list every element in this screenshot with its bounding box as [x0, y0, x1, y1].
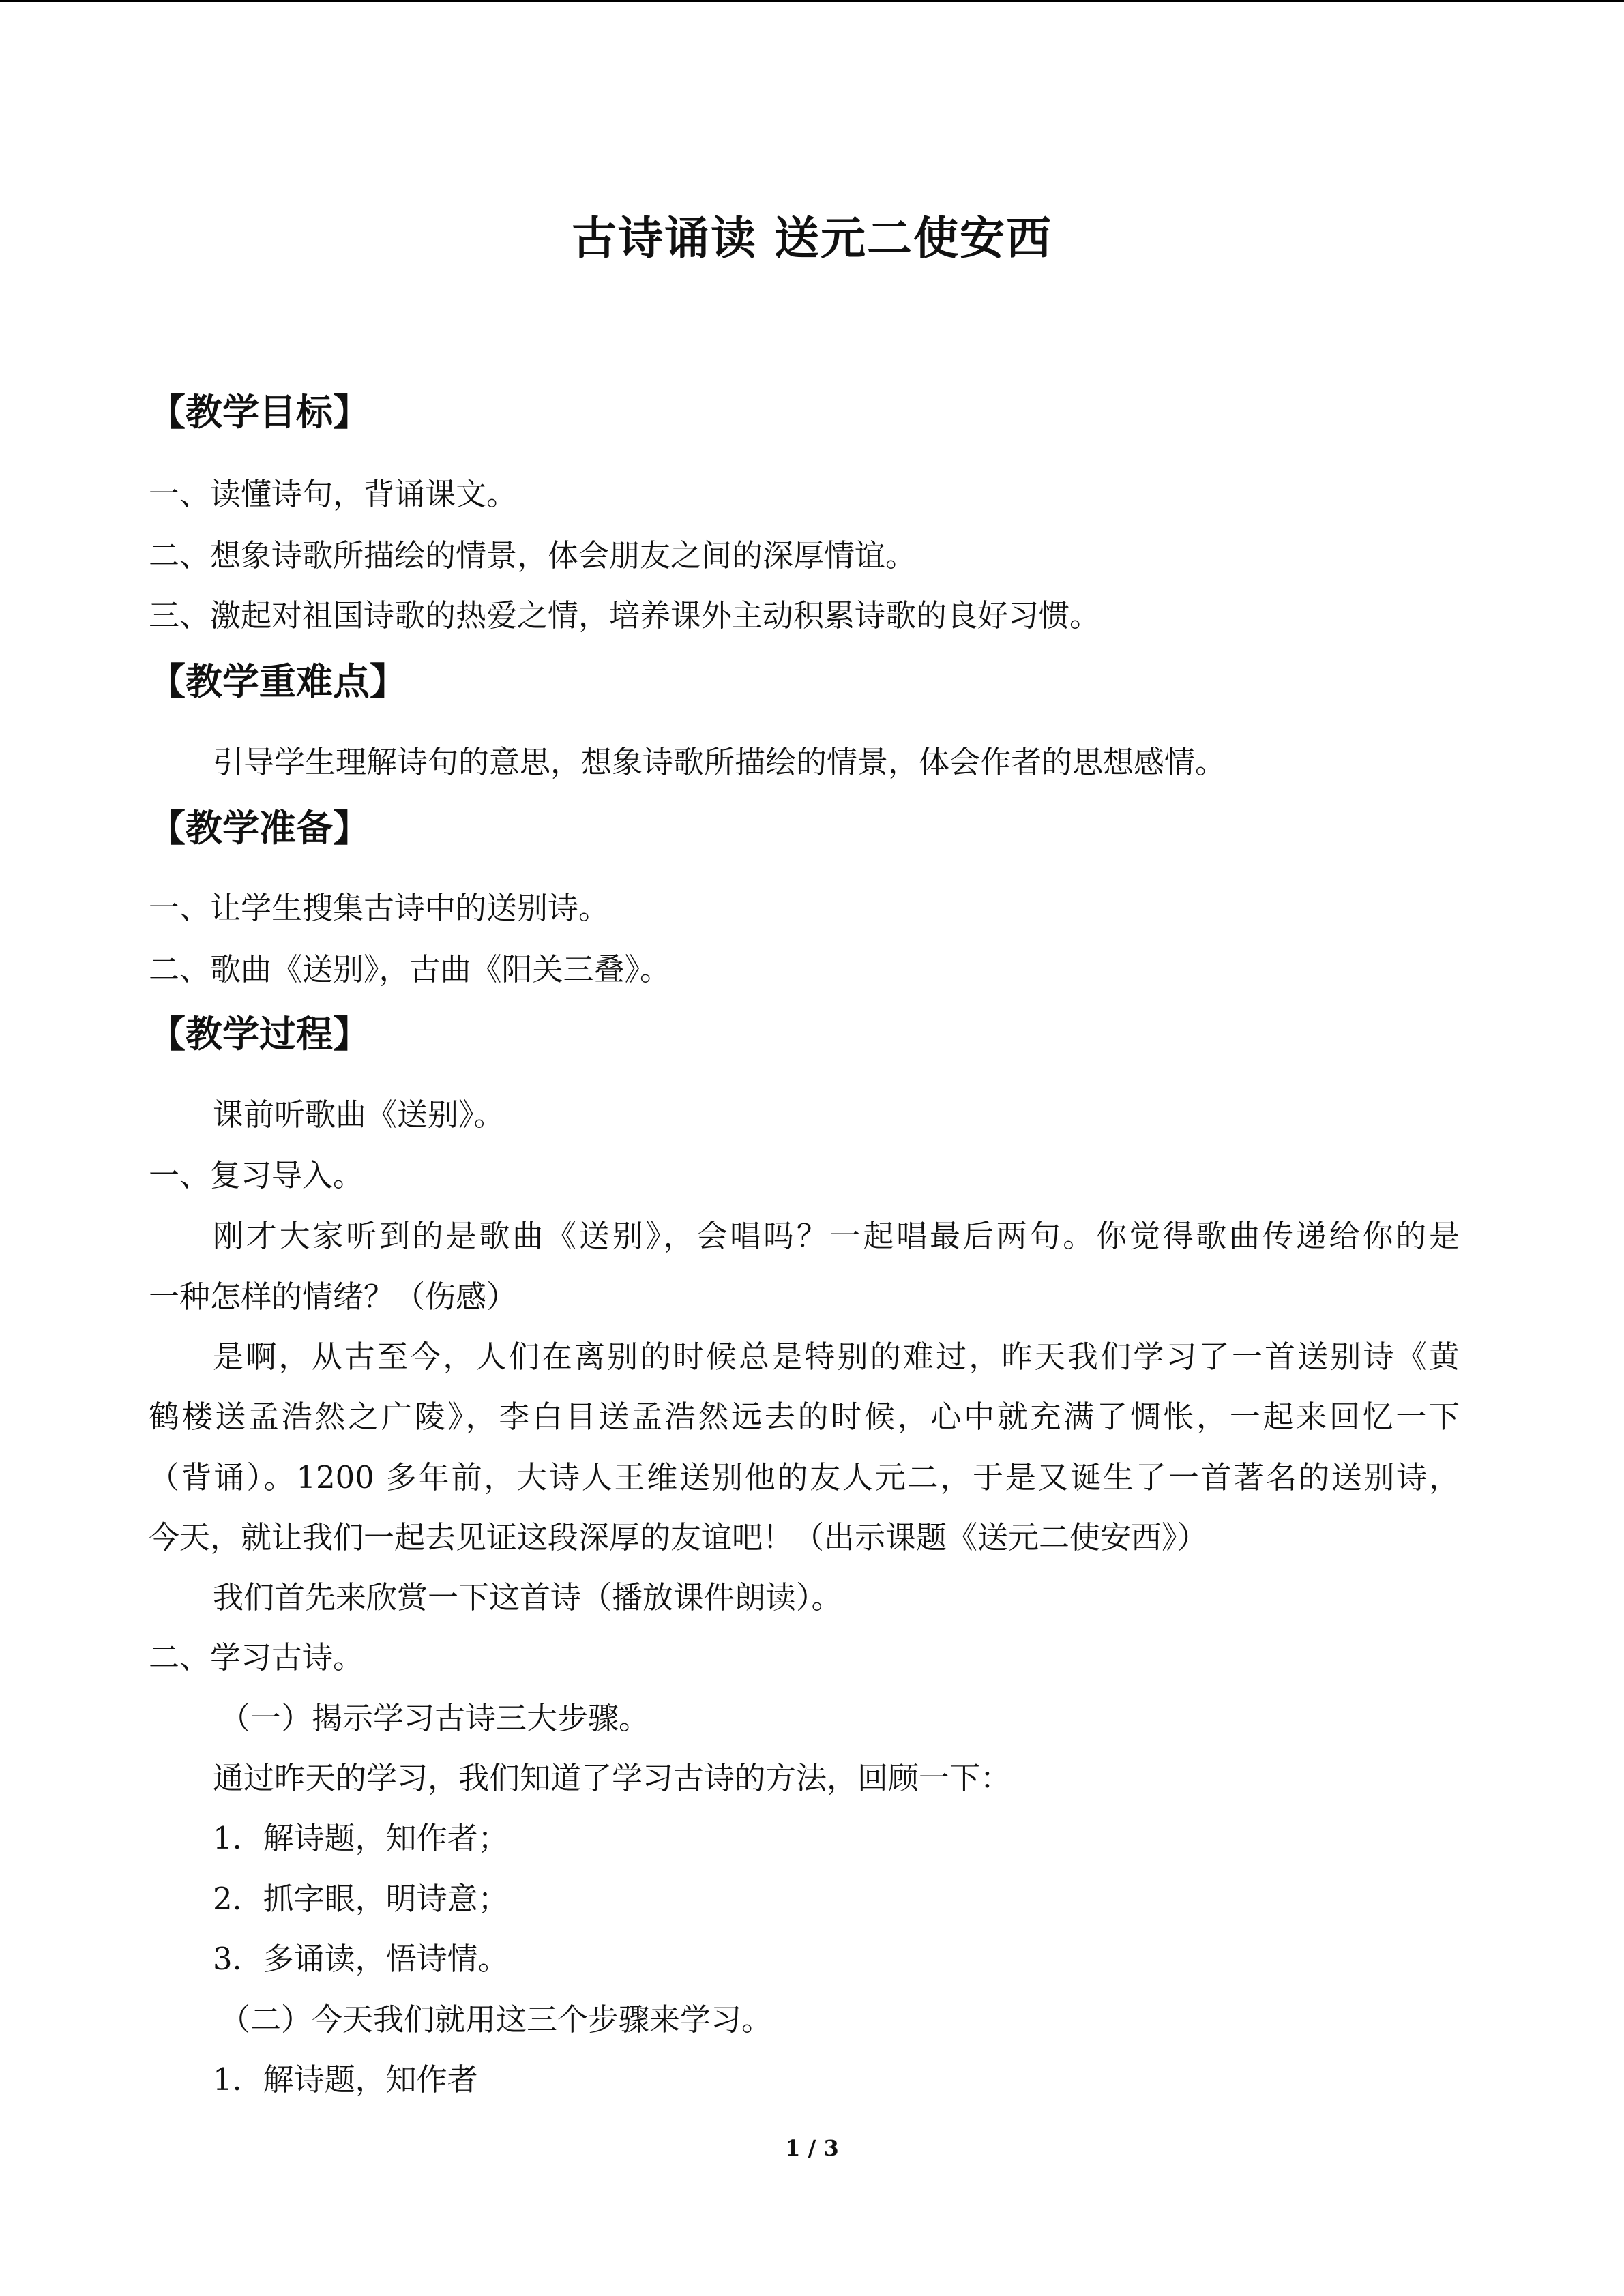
- process-line: 我们首先来欣赏一下这首诗（播放课件朗读）。: [213, 1579, 842, 1615]
- preparation-item-1: 一、让学生搜集古诗中的送别诗。: [149, 890, 610, 926]
- objective-item-1: 一、读懂诗句，背诵课文。: [149, 476, 518, 512]
- process-line: 课前听歌曲《送别》。: [213, 1097, 505, 1133]
- process-line: 是啊，从古至今，人们在离别的时候总是特别的难过，昨天我们学习了一首送别诗《黄: [213, 1339, 1460, 1375]
- process-line: 鹤楼送孟浩然之广陵》，李白目送孟浩然远去的时候，心中就充满了惆怅，一起来回忆一下: [149, 1399, 1460, 1435]
- process-line: 1．解诗题，知作者；: [213, 1820, 509, 1856]
- heading-teaching-preparation: 【教学准备】: [149, 807, 370, 850]
- process-line: （一）揭示学习古诗三大步骤。: [220, 1700, 650, 1736]
- process-line: （背诵）。1200 多年前，大诗人王维送别他的友人元二，于是又诞生了一首著名的送别诗，: [149, 1459, 1460, 1495]
- key-points-text: 引导学生理解诗句的意思，想象诗歌所描绘的情景，体会作者的思想感情。: [213, 744, 1226, 780]
- objective-item-2: 二、想象诗歌所描绘的情景，体会朋友之间的深厚情谊。: [149, 537, 917, 573]
- heading-teaching-process: 【教学过程】: [149, 1013, 370, 1056]
- process-line: 通过昨天的学习，我们知道了学习古诗的方法，回顾一下：: [213, 1760, 1012, 1796]
- process-line: 刚才大家听到的是歌曲《送别》，会唱吗？一起唱最后两句。你觉得歌曲传递给你的是: [213, 1218, 1460, 1254]
- document-title: 古诗诵读 送元二使安西: [572, 212, 1052, 265]
- process-line: 今天，就让我们一起去见证这段深厚的友谊吧！（出示课题《送元二使安西》）: [149, 1519, 1208, 1555]
- preparation-item-2: 二、歌曲《送别》，古曲《阳关三叠》。: [149, 951, 671, 987]
- process-line: 二、学习古诗。: [149, 1639, 364, 1675]
- process-line: 一种怎样的情绪？（伤感）: [149, 1279, 518, 1315]
- heading-teaching-objectives: 【教学目标】: [149, 391, 370, 434]
- page-number: 1 / 3: [785, 2135, 839, 2161]
- objective-item-3: 三、激起对祖国诗歌的热爱之情，培养课外主动积累诗歌的良好习惯。: [149, 597, 1101, 633]
- process-line: 1．解诗题，知作者: [213, 2061, 478, 2098]
- process-line: 2．抓字眼，明诗意；: [213, 1881, 509, 1917]
- top-border-rule: [0, 0, 1624, 2]
- process-line: （二）今天我们就用这三个步骤来学习。: [220, 2001, 773, 2038]
- process-line: 3．多诵读，悟诗情。: [213, 1941, 509, 1977]
- process-line: 一、复习导入。: [149, 1157, 364, 1193]
- heading-key-difficult-points: 【教学重难点】: [149, 660, 407, 703]
